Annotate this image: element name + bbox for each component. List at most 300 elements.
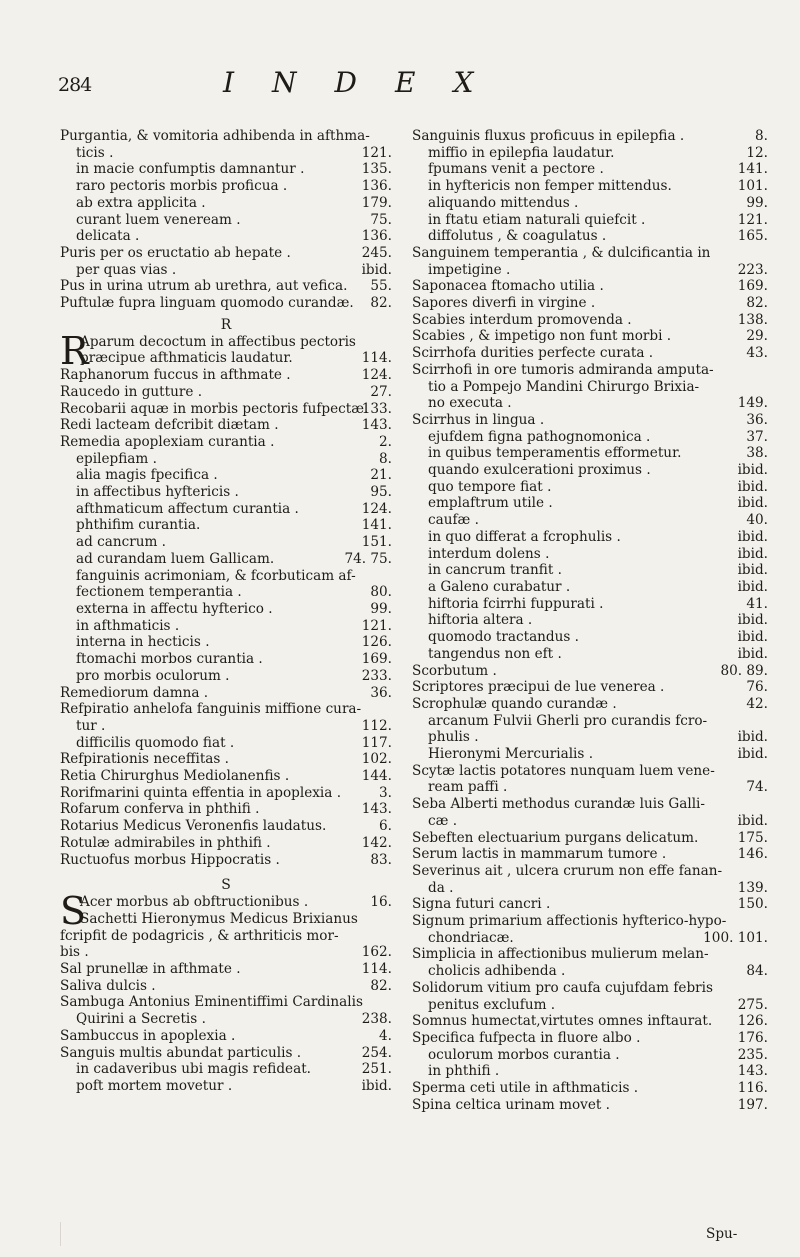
entry-text: Ructuofus morbus Hippocratis . <box>60 851 280 868</box>
index-entry <box>60 417 392 434</box>
entry-text: raro pectoris morbis proficua . <box>76 178 288 195</box>
index-entry <box>412 863 768 880</box>
index-entry <box>412 278 768 295</box>
index-entry <box>412 1097 768 1114</box>
index-entry <box>412 846 768 863</box>
entry-text: Remediorum damna . <box>60 684 209 701</box>
entry-text: epilepfiam . <box>76 450 157 467</box>
entry-text: tur . <box>76 717 106 734</box>
index-entry <box>412 997 768 1014</box>
running-title: INDEX <box>223 66 512 99</box>
entry-text: cæ . <box>428 812 458 829</box>
index-entry <box>60 434 392 451</box>
entry-page: 124. <box>361 500 392 517</box>
index-entry <box>60 651 392 668</box>
entry-text: fectionem temperantia . <box>76 584 242 601</box>
index-entry <box>412 245 768 262</box>
entry-page: 176. <box>737 1029 768 1046</box>
entry-text: Scirrhofi in ore tumoris admiranda amputa- <box>412 361 714 378</box>
index-entry <box>412 262 768 279</box>
entry-page: ibid. <box>737 495 768 512</box>
index-entry <box>60 367 392 384</box>
index-entry <box>60 145 392 162</box>
entry-text: Raphanorum fuccus in afthmate . <box>60 367 291 384</box>
index-entry <box>412 546 768 563</box>
entry-text: in affectibus hyftericis . <box>76 484 239 501</box>
entry-page: 99. <box>746 194 768 211</box>
entry-page: ibid. <box>737 578 768 595</box>
index-entry <box>412 746 768 763</box>
index-entry <box>412 412 768 429</box>
entry-text: fcripfit de podagricis , & arthriticis mor- <box>60 927 339 944</box>
entry-text: pro morbis oculorum . <box>76 667 230 684</box>
index-entry <box>412 562 768 579</box>
index-entry <box>412 713 768 730</box>
index-entry <box>412 178 768 195</box>
index-entry <box>412 796 768 813</box>
entry-text: Sachetti Hieronymus Medicus Brixianus <box>80 910 358 927</box>
entry-page: 95. <box>370 484 392 501</box>
entry-page: ibid. <box>361 1077 392 1094</box>
index-entry <box>60 768 392 785</box>
entry-page: 126. <box>737 1013 768 1030</box>
index-entry <box>60 161 392 178</box>
entry-text: fanguinis acrimoniam, & fcorbuticam af- <box>76 567 356 584</box>
entry-text: tio a Pompejo Mandini Chirurgo Brixia- <box>428 378 700 395</box>
entry-page: 84. <box>746 963 768 980</box>
entry-text: in cancrum tranfit . <box>428 562 562 579</box>
entry-text: interna in hecticis . <box>76 634 210 651</box>
index-entry <box>60 701 392 718</box>
entry-page: 121. <box>737 211 768 228</box>
index-block-s <box>60 928 392 1095</box>
index-entry <box>412 729 768 746</box>
entry-text: Seba Alberti methodus curandæ luis Galli- <box>412 796 705 813</box>
entry-text: phulis . <box>428 729 479 746</box>
entry-page: 38. <box>746 445 768 462</box>
index-entry <box>412 963 768 980</box>
index-entry <box>60 978 392 995</box>
entry-page: 117. <box>361 734 392 751</box>
index-entry <box>60 718 392 735</box>
index-entry <box>412 913 768 930</box>
entry-text: Aparum decoctum in affectibus pectoris <box>80 333 356 350</box>
index-entry <box>412 579 768 596</box>
entry-text: per quas vias . <box>76 261 177 278</box>
entry-text: Sebeften electuarium purgans delicatum. <box>412 829 699 846</box>
entry-page: 74. 75. <box>344 550 392 567</box>
entry-page: 74. <box>746 779 768 796</box>
index-entry <box>412 1080 768 1097</box>
entry-text: in ftatu etiam naturali quiefcit . <box>428 211 646 228</box>
index-entry <box>412 696 768 713</box>
entry-text: in quibus temperamentis efformetur. <box>428 445 682 462</box>
entry-page: 29. <box>746 328 768 345</box>
entry-text: Retia Chirurghus Mediolanenfis . <box>60 768 290 785</box>
entry-text: miffio in epilepfia laudatur. <box>428 144 615 161</box>
entry-text: Recobarii aquæ in morbis pectoris fufpectæ. <box>60 400 369 417</box>
entry-text: Signa futuri cancri . <box>412 896 551 913</box>
entry-text: arcanum Fulvii Gherli pro curandis fcro- <box>428 712 708 729</box>
index-entry <box>412 529 768 546</box>
entry-page: 238. <box>361 1011 392 1028</box>
index-entry <box>60 835 392 852</box>
section-letter-s: S <box>221 877 231 894</box>
index-entry <box>412 629 768 646</box>
index-entry <box>60 534 392 551</box>
index-entry <box>60 818 392 835</box>
index-entry <box>60 1061 392 1078</box>
entry-text: Purgantia, & vomitoria adhibenda in afthma- <box>60 128 370 144</box>
index-entry <box>60 1011 392 1028</box>
index-entry <box>60 1045 392 1062</box>
entry-text: Scorbutum . <box>412 662 497 679</box>
index-entry <box>60 634 392 651</box>
entry-text: ad cancrum . <box>76 534 166 551</box>
entry-text: Rorifmarini quinta effentia in apoplexia . <box>60 784 342 801</box>
index-entry <box>412 145 768 162</box>
index-entry <box>412 312 768 329</box>
entry-page: 141. <box>737 161 768 178</box>
entry-text: Refpiratio anhelofa fanguinis miffione cura- <box>60 701 362 718</box>
entry-page: 233. <box>361 667 392 684</box>
section-s-lead <box>60 889 392 934</box>
index-entry <box>412 462 768 479</box>
entry-page: 41. <box>746 595 768 612</box>
index-entry <box>60 944 392 961</box>
index-entry <box>412 328 768 345</box>
index-entry <box>412 980 768 997</box>
index-entry <box>412 161 768 178</box>
entry-text: Scabies interdum promovenda . <box>412 311 632 328</box>
entry-text: caufæ . <box>428 512 479 529</box>
entry-page: ibid. <box>737 545 768 562</box>
index-entry <box>60 278 392 295</box>
entry-page: 4. <box>379 1027 392 1044</box>
index-entry <box>60 751 392 768</box>
entry-text: interdum dolens . <box>428 545 550 562</box>
entry-text: emplaftrum utile . <box>428 495 553 512</box>
index-entry <box>412 445 768 462</box>
entry-text: difficilis quomodo fiat . <box>76 734 235 751</box>
entry-text: Puris per os eructatio ab hepate . <box>60 244 291 261</box>
entry-page: 136. <box>361 178 392 195</box>
entry-page: 21. <box>370 467 392 484</box>
entry-text: hiftoria fcirrhi fuppurati . <box>428 595 604 612</box>
entry-text: no executa . <box>428 395 512 412</box>
index-entry <box>412 679 768 696</box>
entry-page: ibid. <box>737 746 768 763</box>
entry-text: a Galeno curabatur . <box>428 578 571 595</box>
entry-text: delicata . <box>76 228 140 245</box>
entry-page: 2. <box>379 433 392 450</box>
entry-page: 76. <box>746 679 768 696</box>
entry-page: 82. <box>370 977 392 994</box>
index-entry <box>60 994 392 1011</box>
entry-page: 235. <box>737 1046 768 1063</box>
entry-text: Puftulæ fupra linguam quomodo curandæ. <box>60 295 354 312</box>
entry-page: 169. <box>737 278 768 295</box>
entry-text: Sambuccus in apoplexia . <box>60 1027 236 1044</box>
index-entry <box>412 1030 768 1047</box>
index-entry <box>60 735 392 752</box>
entry-text: Simplicia in affectionibus mulierum melan- <box>412 946 709 963</box>
entry-text: Serum lactis in mammarum tumore . <box>412 846 667 863</box>
entry-page: ibid. <box>737 612 768 629</box>
entry-page: 82. <box>370 295 392 312</box>
entry-page: 12. <box>746 144 768 161</box>
index-entry <box>80 911 392 928</box>
index-entry <box>60 618 392 635</box>
entry-text: penitus exclufum . <box>428 996 556 1013</box>
entry-page: 27. <box>370 383 392 400</box>
index-entry <box>412 930 768 947</box>
entry-page: 165. <box>737 228 768 245</box>
index-entry <box>412 663 768 680</box>
page-number: 284 <box>58 74 92 96</box>
entry-page: 179. <box>361 194 392 211</box>
entry-text: ab extra applicita . <box>76 194 206 211</box>
index-entry <box>412 362 768 379</box>
entry-text: Specifica fufpecta in fluore albo . <box>412 1029 641 1046</box>
entry-page: 8. <box>379 450 392 467</box>
entry-text: quo tempore fiat . <box>428 478 552 495</box>
entry-text: Scirrhofa durities perfecte curata . <box>412 345 654 362</box>
index-entry <box>60 212 392 229</box>
index-entry <box>60 467 392 484</box>
index-entry <box>60 852 392 869</box>
entry-text: Acer morbus ab obftructionibus . <box>80 894 309 911</box>
index-entry <box>412 195 768 212</box>
entry-page: 133. <box>361 400 392 417</box>
entry-page: 8. <box>755 128 768 144</box>
index-block-r <box>60 367 392 868</box>
index-entry <box>412 379 768 396</box>
index-entry <box>80 334 392 351</box>
entry-text: ad curandam luem Gallicam. <box>76 550 275 567</box>
entry-page: 223. <box>737 261 768 278</box>
index-entry <box>60 928 392 945</box>
entry-page: 116. <box>737 1080 768 1097</box>
index-entry <box>412 646 768 663</box>
index-entry <box>412 429 768 446</box>
entry-page: 36. <box>370 684 392 701</box>
index-entry <box>60 501 392 518</box>
entry-text: cholicis adhibenda . <box>428 963 566 980</box>
entry-text: in cadaveribus ubi magis refideat. <box>76 1061 311 1078</box>
entry-page: 142. <box>361 834 392 851</box>
entry-page: 80. <box>370 584 392 601</box>
entry-page: 175. <box>737 829 768 846</box>
index-entry <box>60 1028 392 1045</box>
entry-page: 114. <box>361 350 392 367</box>
index-entry <box>60 384 392 401</box>
entry-text: ream paffi . <box>428 779 508 796</box>
index-entry <box>60 785 392 802</box>
index-entry <box>60 295 392 312</box>
index-entry <box>412 1063 768 1080</box>
entry-page: 55. <box>370 278 392 295</box>
entry-page: 124. <box>361 367 392 384</box>
entry-page: 40. <box>746 512 768 529</box>
entry-text: Rotulæ admirabiles in phthifi . <box>60 834 271 851</box>
entry-text: Sperma ceti utile in afthmaticis . <box>412 1080 639 1097</box>
index-entry <box>412 596 768 613</box>
index-entry <box>412 479 768 496</box>
entry-page: 102. <box>361 751 392 768</box>
entry-page: 144. <box>361 768 392 785</box>
index-entry <box>60 568 392 585</box>
entry-page: 245. <box>361 244 392 261</box>
entry-text: Sapores diverfi in virgine . <box>412 295 596 312</box>
entry-text: Saponacea ftomacho utilia . <box>412 278 604 295</box>
entry-text: fpumans venit a pectore . <box>428 161 604 178</box>
entry-page: 169. <box>361 651 392 668</box>
entry-text: Scriptores præcipui de lue venerea . <box>412 679 665 696</box>
index-entry <box>60 245 392 262</box>
entry-text: Sanguinem temperantia , & dulcificantia in <box>412 244 711 261</box>
entry-text: in afthmaticis . <box>76 617 180 634</box>
entry-page: 143. <box>361 801 392 818</box>
entry-text: quando exulcerationi proximus . <box>428 462 651 479</box>
entry-page: 138. <box>737 311 768 328</box>
entry-page: 275. <box>737 996 768 1013</box>
entry-text: alia magis fpecifica . <box>76 467 218 484</box>
index-entry <box>412 830 768 847</box>
entry-page: 75. <box>370 211 392 228</box>
entry-page: 151. <box>361 534 392 551</box>
entry-text: Remedia apoplexiam curantia . <box>60 433 275 450</box>
entry-text: Somnus humectat,virtutes omnes inftaurat. <box>412 1013 713 1030</box>
entry-page: 37. <box>746 428 768 445</box>
entry-text: tangendus non eft . <box>428 645 562 662</box>
entry-text: externa in affectu hyfterico . <box>76 600 273 617</box>
entry-text: ticis . <box>76 144 114 161</box>
entry-page: 80. 89. <box>720 662 768 679</box>
entry-page: 121. <box>361 144 392 161</box>
entry-text: phthifim curantia. <box>76 517 201 534</box>
entry-text: hiftoria altera . <box>428 612 533 629</box>
entry-text: curant luem veneream . <box>76 211 241 228</box>
index-entry <box>412 512 768 529</box>
entry-page: 126. <box>361 634 392 651</box>
entry-page: ibid. <box>737 729 768 746</box>
entry-text: Raucedo in gutture . <box>60 383 203 400</box>
entry-page: 150. <box>737 896 768 913</box>
entry-text: afthmaticum affectum curantia . <box>76 500 299 517</box>
entry-page: 121. <box>361 617 392 634</box>
entry-page: 139. <box>737 879 768 896</box>
index-entry <box>412 1047 768 1064</box>
dropcap-r: R <box>60 328 89 373</box>
entry-text: Rotarius Medicus Veronenfis laudatus. <box>60 818 327 835</box>
index-entry <box>60 601 392 618</box>
index-entry <box>60 517 392 534</box>
index-entry <box>412 495 768 512</box>
entry-page: 254. <box>361 1044 392 1061</box>
entry-text: aliquando mittendus . <box>428 194 579 211</box>
entry-text: Severinus ait , ulcera crurum non effe fanan- <box>412 862 723 879</box>
index-entry <box>60 961 392 978</box>
entry-text: Rofarum conferva in phthifi . <box>60 801 260 818</box>
index-block-p <box>60 128 392 312</box>
entry-page: ibid. <box>737 629 768 646</box>
entry-page: 136. <box>361 228 392 245</box>
entry-page: 135. <box>361 161 392 178</box>
entry-text: impetigine . <box>428 261 511 278</box>
entry-text: oculorum morbos curantia . <box>428 1046 620 1063</box>
index-entry <box>60 551 392 568</box>
index-entry <box>80 350 392 367</box>
index-entry <box>60 484 392 501</box>
index-block-s-continued <box>412 128 768 1113</box>
entry-page: 6. <box>379 818 392 835</box>
index-entry <box>60 128 392 145</box>
entry-text: Scabies , & impetigo non funt morbi . <box>412 328 672 345</box>
page-header <box>58 66 758 106</box>
entry-text: Hieronymi Mercurialis . <box>428 746 594 763</box>
entry-page: ibid. <box>737 528 768 545</box>
entry-text: quomodo tractandus . <box>428 629 579 646</box>
entry-page: 162. <box>361 944 392 961</box>
index-entry <box>412 212 768 229</box>
dropcap-s: S <box>60 889 87 934</box>
index-entry <box>60 668 392 685</box>
right-column <box>412 128 768 1113</box>
entry-text: Spina celtica urinam movet . <box>412 1096 610 1113</box>
entry-text: in hyftericis non femper mittendus. <box>428 178 672 195</box>
entry-text: chondriacæ. <box>428 929 514 946</box>
entry-page: 141. <box>361 517 392 534</box>
entry-page: 99. <box>370 600 392 617</box>
entry-text: ejufdem figna pathognomonica . <box>428 428 651 445</box>
index-entry <box>412 896 768 913</box>
entry-page: 143. <box>361 417 392 434</box>
entry-text: diffolutus , & coagulatus . <box>428 228 607 245</box>
index-entry <box>412 228 768 245</box>
entry-page: 42. <box>746 695 768 712</box>
entry-text: Refpirationis neceffitas . <box>60 751 230 768</box>
index-entry <box>412 345 768 362</box>
entry-page: 114. <box>361 961 392 978</box>
entry-page: 146. <box>737 846 768 863</box>
entry-page: ibid. <box>737 478 768 495</box>
index-entry <box>412 763 768 780</box>
entry-text: Sal prunellæ in afthmate . <box>60 961 241 978</box>
index-entry <box>60 178 392 195</box>
index-entry <box>60 1078 392 1095</box>
entry-page: 251. <box>361 1061 392 1078</box>
entry-text: in phthifi . <box>428 1063 500 1080</box>
index-entry <box>412 946 768 963</box>
index-entry <box>60 228 392 245</box>
entry-text: bis . <box>60 944 89 961</box>
ink-mark <box>60 1222 71 1246</box>
catchword: Spu- <box>706 1226 738 1242</box>
index-entry <box>412 779 768 796</box>
index-entry <box>412 295 768 312</box>
index-entry <box>412 128 768 145</box>
entry-page: 43. <box>746 345 768 362</box>
entry-text: ftomachi morbos curantia . <box>76 651 263 668</box>
index-entry <box>60 685 392 702</box>
entry-text: Sanguis multis abundat particulis . <box>60 1044 302 1061</box>
index-entry <box>412 813 768 830</box>
entry-page: 36. <box>746 411 768 428</box>
entry-text: Sambuga Antonius Eminentiffimi Cardinalis <box>60 994 363 1011</box>
entry-text: Solidorum vitium pro caufa cujufdam febris <box>412 979 713 996</box>
entry-text: Scytæ lactis potatores nunquam luem vene- <box>412 762 715 779</box>
